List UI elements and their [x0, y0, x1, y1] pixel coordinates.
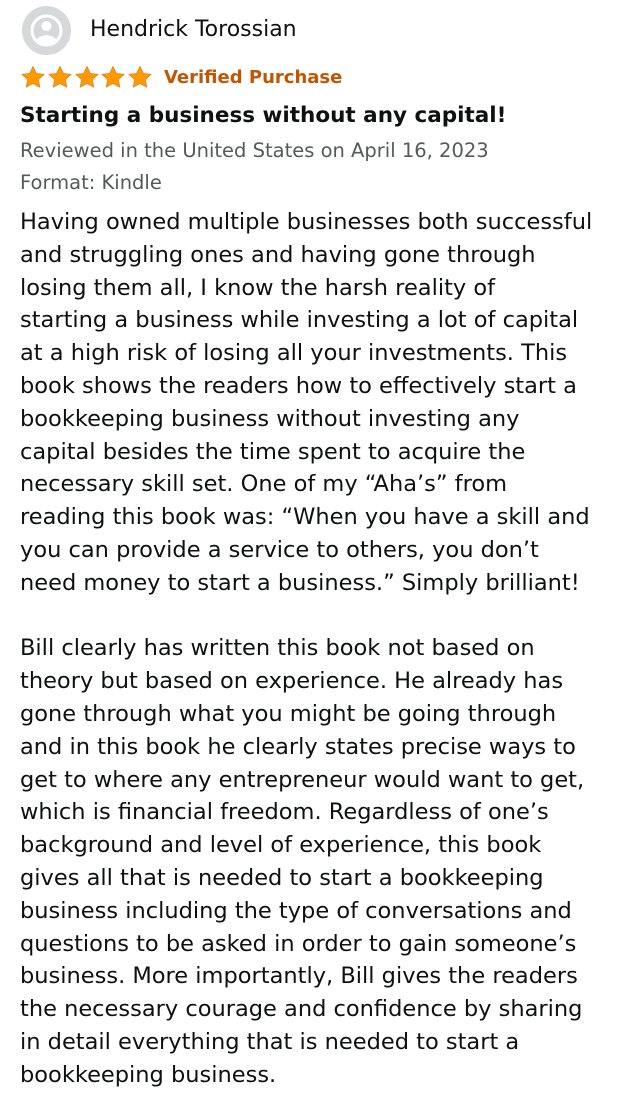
review-text-line: in detail everything that is needed to start a — [20, 1028, 520, 1055]
review-text-line: theory but based on experience. He already has — [20, 668, 564, 695]
rating-row — [20, 64, 342, 90]
review-text-line: which is financial freedom. Regardless of one’s — [20, 799, 549, 826]
review-body — [20, 206, 630, 1092]
star-rating[interactable] — [20, 65, 154, 90]
review-text-line: bookkeeping business without investing any — [20, 405, 520, 432]
paragraph-gap — [20, 600, 630, 633]
review-text-line: the necessary courage and confidence by sharing — [20, 996, 583, 1023]
review-text-line: losing them all, I know the harsh reality of — [20, 274, 496, 301]
verified-purchase-badge: Verified Purchase — [163, 66, 343, 88]
review-text-line: bookkeeping business. — [20, 1061, 277, 1088]
review-text-line: at a high risk of losing all your investments. This — [20, 340, 568, 367]
review-text-line: book shows the readers how to effectively start a — [20, 372, 577, 399]
default-avatar-icon[interactable] — [22, 6, 71, 55]
review-text-line: questions to be asked in order to gain someone’s — [20, 930, 577, 957]
reviewer-name[interactable]: Hendrick Torossian — [90, 17, 297, 42]
review-date: Reviewed in the United States on April 16, 2023 — [20, 139, 489, 162]
star-icon — [100, 65, 126, 90]
review-title[interactable]: Starting a business without any capital! — [20, 103, 507, 128]
star-icon — [127, 65, 153, 90]
review-text-line: capital besides the time spent to acquire the — [20, 438, 526, 465]
review-text-line: business. More importantly, Bill gives the readers — [20, 963, 578, 990]
review-text-line: business including the type of conversations and — [20, 897, 572, 924]
review-text-line: gone through what you might be going through — [20, 700, 557, 727]
review-text-line: you can provide a service to others, you don’t — [20, 536, 539, 563]
review-text-line: starting a business while investing a lot of capital — [20, 307, 579, 334]
star-icon — [47, 65, 73, 90]
review-text-line: and in this book he clearly states precise ways to — [20, 733, 576, 760]
review-text-line: background and level of experience, this book — [20, 832, 542, 859]
review-format[interactable]: Format: Kindle — [20, 171, 162, 194]
review-text-line: get to where any entrepreneur would want to get, — [20, 766, 585, 793]
review-text-line: and struggling ones and having gone through — [20, 241, 536, 268]
review-text-line: need money to start a business.” Simply brilliant! — [20, 569, 580, 596]
review-text-line: Bill clearly has written this book not based on — [20, 635, 535, 662]
star-icon — [20, 65, 46, 90]
reviewer-profile[interactable] — [22, 5, 297, 55]
star-icon — [74, 65, 100, 90]
review-text-line: necessary skill set. One of my “Aha’s” from — [20, 471, 508, 498]
review-text-line: Having owned multiple businesses both successful — [20, 209, 593, 235]
review-text-line: gives all that is needed to start a bookkeeping — [20, 864, 544, 891]
review-text-line: reading this book was: “When you have a skill and — [20, 504, 590, 531]
